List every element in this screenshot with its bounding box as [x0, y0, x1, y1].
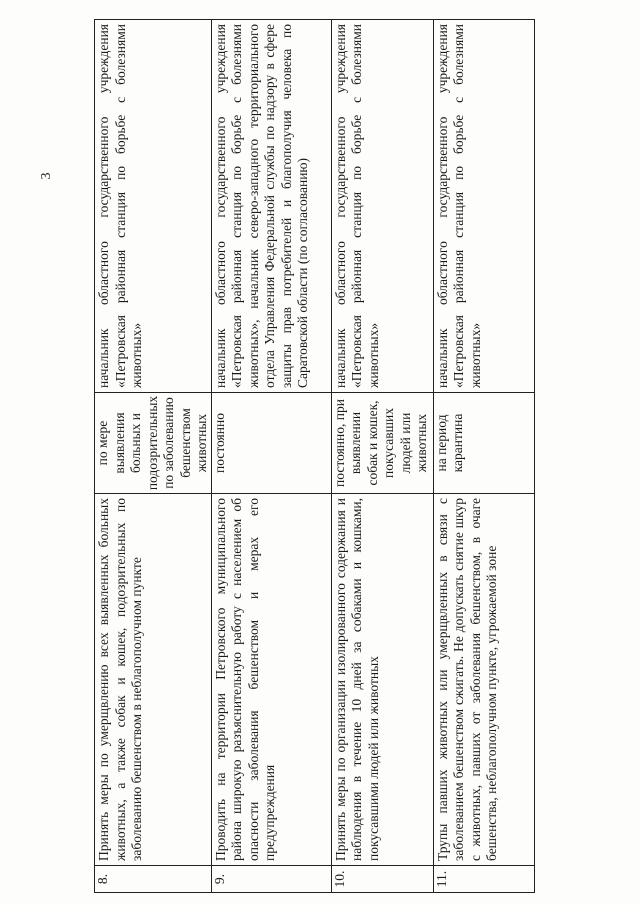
- row-number: 10.: [331, 866, 433, 893]
- measure-cell: Трупы павших животных или умерщвленных в связи с заболеванием бешенством сжигать. Не допускать снятие шкур с животных, павших от заболевания бешенством, в очаге бешенства, неблагополучном пункте, угрожаемой зоне: [433, 494, 534, 866]
- measure-cell: Принять меры по умерщвлению всех выявленных больных животных, а также собак и кошек, подозрительных по заболеванию бешенством в неблагополучном пункте: [95, 494, 212, 866]
- deadline-cell: по мере выявления больных и подозрительных по заболеванию бешенством животных: [95, 393, 212, 494]
- row-number: 8.: [95, 866, 212, 893]
- responsible-cell: начальник областного государственного учреждения «Петровская районная станция по борьбе с болезнями животных»: [95, 20, 212, 393]
- deadline-cell: постоянно, при выявлении собак и кошек, покусавших людей или животных: [331, 393, 433, 494]
- table-row: [433, 20, 534, 893]
- deadline-cell: постоянно: [211, 393, 331, 494]
- responsible-cell: начальник областного государственного учреждения «Петровская районная станция по борьбе с болезнями животных», начальник северо-западного территориального отдела Управления Федеральной службы по надзору в сфере защиты прав потребителей и благополучия человека по Саратовской области (по согласованию): [211, 20, 331, 393]
- measures-table-rotated: [94, 20, 524, 893]
- row-number: 11.: [433, 866, 534, 893]
- measure-cell: Проводить на территории Петровского муниципального района широкую разъяснительную работу с населением об опасности заболевания бешенством и мерах его предупреждения: [211, 494, 331, 866]
- deadline-cell: на период карантина: [433, 393, 534, 494]
- table-row: [95, 20, 212, 893]
- responsible-cell: начальник областного государственного учреждения «Петровская районная станция по борьбе с болезнями животных»: [331, 20, 433, 393]
- table-row: [331, 20, 433, 893]
- responsible-cell: начальник областного государственного учреждения «Петровская районная станция по борьбе с болезнями животных»: [433, 20, 534, 393]
- page-number: 3: [39, 172, 54, 180]
- row-number: 9.: [211, 866, 331, 893]
- measures-table: [94, 19, 535, 893]
- measure-cell: Принять меры по организации изолированного содержания и наблюдения в течение 10 дней за собаками и кошками, покусавшими людей или животных: [331, 494, 433, 866]
- table-row: [211, 20, 331, 893]
